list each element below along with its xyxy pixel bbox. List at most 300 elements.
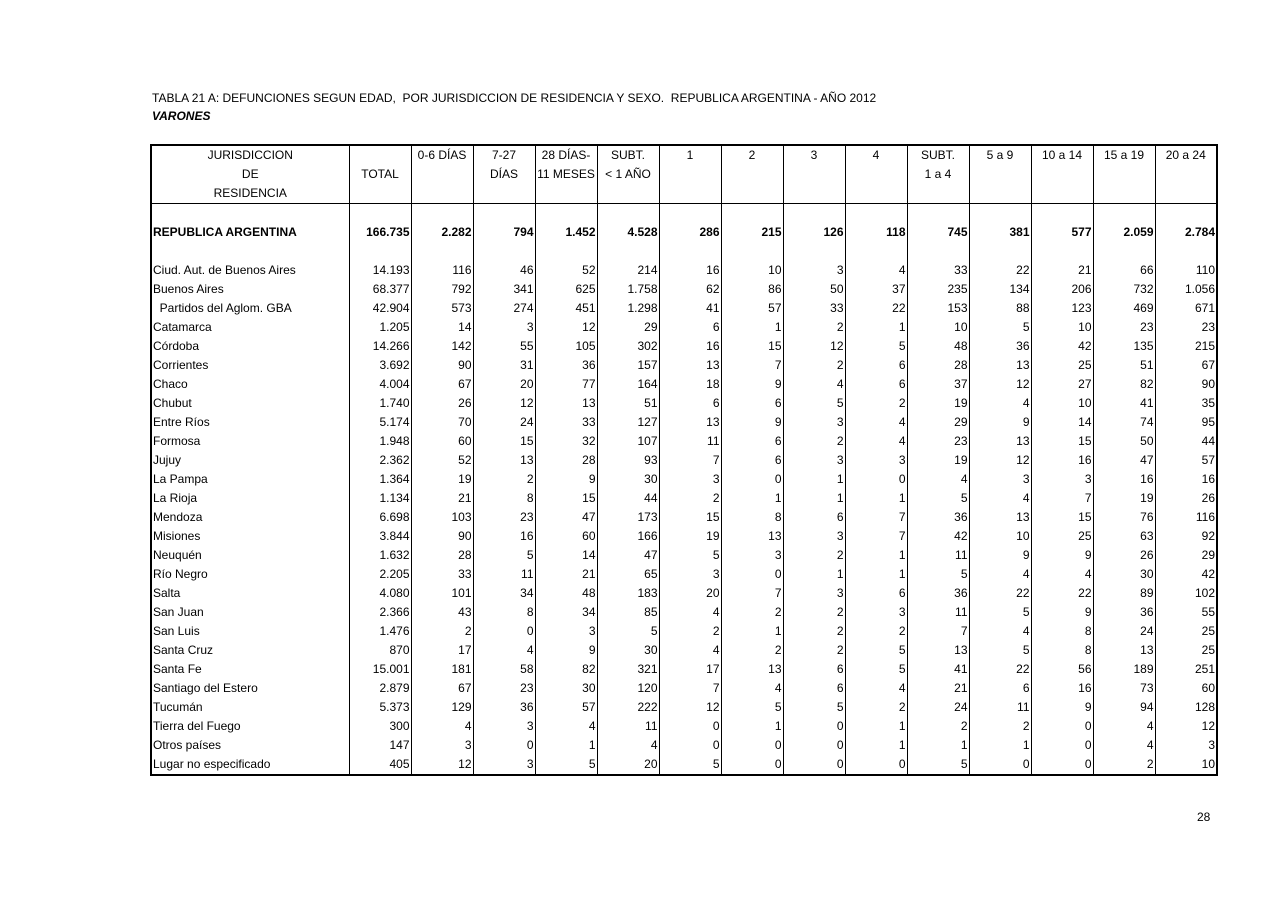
value-cell: 3 xyxy=(473,318,535,337)
value-cell: 62 xyxy=(659,280,721,299)
header-cell xyxy=(783,184,845,204)
value-cell: 19 xyxy=(907,394,969,413)
value-cell: 5 xyxy=(659,755,721,775)
value-cell: 7 xyxy=(845,527,907,546)
table-row xyxy=(151,717,1217,736)
value-cell: 6 xyxy=(845,356,907,375)
value-cell: 4 xyxy=(411,717,473,736)
value-cell: 1 xyxy=(907,736,969,755)
table-row xyxy=(151,280,1217,299)
value-cell: 4 xyxy=(535,717,597,736)
value-cell: 3 xyxy=(473,717,535,736)
value-cell: 6 xyxy=(659,318,721,337)
value-cell: 28 xyxy=(411,546,473,565)
value-cell: 116 xyxy=(1155,508,1217,527)
jurisdiction-name: Corrientes xyxy=(153,358,209,372)
value-cell: 3 xyxy=(659,470,721,489)
value-cell: 189 xyxy=(1093,660,1155,679)
value-cell: 29 xyxy=(1155,546,1217,565)
value-cell: 93 xyxy=(597,451,659,470)
header-cell xyxy=(1155,184,1217,204)
value-cell: 34 xyxy=(535,603,597,622)
value-cell: 0 xyxy=(783,736,845,755)
value-cell: 44 xyxy=(597,489,659,508)
value-cell: 30 xyxy=(597,641,659,660)
value-cell: 51 xyxy=(1093,356,1155,375)
value-cell: 5 xyxy=(783,698,845,717)
value-cell: 0 xyxy=(1031,736,1093,755)
value-cell: 63 xyxy=(1093,527,1155,546)
value-cell: 16 xyxy=(659,337,721,356)
value-cell: 1.364 xyxy=(349,470,411,489)
value-cell: 17 xyxy=(659,660,721,679)
value-cell: 34 xyxy=(473,584,535,603)
value-cell: 2 xyxy=(907,717,969,736)
header-jurisdiction-cell: DE xyxy=(241,167,259,181)
value-cell: 10 xyxy=(1031,394,1093,413)
value-cell: 0 xyxy=(721,755,783,775)
value-cell: 5.373 xyxy=(349,698,411,717)
spacer-cell xyxy=(907,204,969,224)
value-cell: 77 xyxy=(535,375,597,394)
value-cell: 20 xyxy=(473,375,535,394)
value-cell: 6 xyxy=(783,508,845,527)
value-cell: 17 xyxy=(411,641,473,660)
value-cell: 4 xyxy=(659,641,721,660)
value-cell: 11 xyxy=(969,698,1031,717)
table-row xyxy=(151,584,1217,603)
value-cell: 2 xyxy=(783,546,845,565)
value-cell: 0 xyxy=(783,717,845,736)
value-cell: 18 xyxy=(659,375,721,394)
value-cell: 7 xyxy=(1031,489,1093,508)
jurisdiction-name: Tucumán xyxy=(153,700,203,714)
value-cell: 4 xyxy=(845,679,907,698)
table-row xyxy=(151,660,1217,679)
value-cell: 60 xyxy=(1155,679,1217,698)
value-cell: 57 xyxy=(721,299,783,318)
header-cell: 10 a 14 xyxy=(1031,145,1093,165)
value-cell: 66 xyxy=(1093,261,1155,280)
header-cell xyxy=(1093,184,1155,204)
value-cell: 341 xyxy=(473,280,535,299)
value-cell: 50 xyxy=(1093,432,1155,451)
value-cell: 1.452 xyxy=(535,223,597,242)
jurisdiction-name: Partidos del Aglom. GBA xyxy=(153,301,292,315)
value-cell: 55 xyxy=(473,337,535,356)
value-cell: 11 xyxy=(473,565,535,584)
value-cell: 6 xyxy=(783,679,845,698)
value-cell: 13 xyxy=(1093,641,1155,660)
table-row xyxy=(151,508,1217,527)
value-cell: 166.735 xyxy=(349,223,411,242)
value-cell: 3 xyxy=(783,261,845,280)
spacer-cell xyxy=(349,242,411,261)
value-cell: 65 xyxy=(597,565,659,584)
value-cell: 5 xyxy=(907,565,969,584)
spacer-cell xyxy=(845,242,907,261)
value-cell: 58 xyxy=(473,660,535,679)
value-cell: 5 xyxy=(969,641,1031,660)
value-cell: 29 xyxy=(597,318,659,337)
value-cell: 10 xyxy=(721,261,783,280)
value-cell: 11 xyxy=(907,603,969,622)
header-cell: 15 a 19 xyxy=(1093,145,1155,165)
value-cell: 19 xyxy=(659,527,721,546)
spacer-cell xyxy=(907,242,969,261)
value-cell: 0 xyxy=(721,736,783,755)
header-cell xyxy=(783,165,845,184)
value-cell: 60 xyxy=(535,527,597,546)
header-cell: 1 xyxy=(659,145,721,165)
value-cell: 5 xyxy=(907,489,969,508)
total-row xyxy=(151,223,1217,242)
value-cell: 14.193 xyxy=(349,261,411,280)
jurisdiction-name: Santa Fe xyxy=(153,662,202,676)
value-cell: 251 xyxy=(1155,660,1217,679)
value-cell: 1 xyxy=(845,736,907,755)
value-cell: 2.784 xyxy=(1155,223,1217,242)
value-cell: 4 xyxy=(845,261,907,280)
header-cell xyxy=(969,165,1031,184)
value-cell: 5 xyxy=(969,318,1031,337)
value-cell: 6 xyxy=(721,451,783,470)
value-cell: 14 xyxy=(1031,413,1093,432)
value-cell: 9 xyxy=(535,470,597,489)
value-cell: 33 xyxy=(411,565,473,584)
value-cell: 4 xyxy=(783,375,845,394)
spacer-cell xyxy=(783,204,845,224)
value-cell: 13 xyxy=(721,527,783,546)
value-cell: 9 xyxy=(721,413,783,432)
header-cell xyxy=(411,184,473,204)
value-cell: 302 xyxy=(597,337,659,356)
value-cell: 22 xyxy=(1031,584,1093,603)
value-cell: 1 xyxy=(783,489,845,508)
value-cell: 164 xyxy=(597,375,659,394)
value-cell: 0 xyxy=(473,736,535,755)
value-cell: 9 xyxy=(721,375,783,394)
jurisdiction-name: Chubut xyxy=(153,396,192,410)
value-cell: 22 xyxy=(969,584,1031,603)
value-cell: 321 xyxy=(597,660,659,679)
value-cell: 2 xyxy=(845,698,907,717)
value-cell: 11 xyxy=(659,432,721,451)
value-cell: 6 xyxy=(845,584,907,603)
value-cell: 7 xyxy=(907,622,969,641)
value-cell: 27 xyxy=(1031,375,1093,394)
value-cell: 36 xyxy=(969,337,1031,356)
jurisdiction-name: San Luis xyxy=(153,624,200,638)
value-cell: 2 xyxy=(783,622,845,641)
value-cell: 107 xyxy=(597,432,659,451)
value-cell: 2 xyxy=(659,622,721,641)
value-cell: 36 xyxy=(907,584,969,603)
value-cell: 6 xyxy=(845,375,907,394)
spacer-cell xyxy=(151,242,349,261)
value-cell: 9 xyxy=(1031,603,1093,622)
value-cell: 14 xyxy=(535,546,597,565)
spacer-cell xyxy=(659,204,721,224)
value-cell: 21 xyxy=(535,565,597,584)
value-cell: 6 xyxy=(969,679,1031,698)
value-cell: 24 xyxy=(907,698,969,717)
value-cell: 1 xyxy=(845,717,907,736)
header-cell: 20 a 24 xyxy=(1155,145,1217,165)
value-cell: 36 xyxy=(1093,603,1155,622)
value-cell: 19 xyxy=(411,470,473,489)
jurisdiction-name: Catamarca xyxy=(153,320,212,334)
value-cell: 134 xyxy=(969,280,1031,299)
value-cell: 67 xyxy=(411,375,473,394)
value-cell: 102 xyxy=(1155,584,1217,603)
spacer-cell xyxy=(473,204,535,224)
value-cell: 30 xyxy=(597,470,659,489)
value-cell: 792 xyxy=(411,280,473,299)
value-cell: 181 xyxy=(411,660,473,679)
jurisdiction-name: Misiones xyxy=(153,529,201,543)
header-cell xyxy=(349,145,411,165)
jurisdiction-name: La Rioja xyxy=(153,491,198,505)
header-cell xyxy=(659,165,721,184)
value-cell: 2 xyxy=(659,489,721,508)
header-cell: 4 xyxy=(845,145,907,165)
value-cell: 870 xyxy=(349,641,411,660)
value-cell: 29 xyxy=(907,413,969,432)
table-row xyxy=(151,432,1217,451)
value-cell: 3 xyxy=(473,755,535,775)
header-cell: SUBT. xyxy=(907,145,969,165)
value-cell: 0 xyxy=(721,565,783,584)
value-cell: 5 xyxy=(845,337,907,356)
jurisdiction-name: REPUBLICA ARGENTINA xyxy=(153,225,297,239)
spacer-row xyxy=(151,204,1217,224)
value-cell: 25 xyxy=(1031,527,1093,546)
value-cell: 42 xyxy=(1155,565,1217,584)
value-cell: 5 xyxy=(845,641,907,660)
value-cell: 3 xyxy=(969,470,1031,489)
value-cell: 732 xyxy=(1093,280,1155,299)
value-cell: 794 xyxy=(473,223,535,242)
value-cell: 13 xyxy=(473,451,535,470)
value-cell: 105 xyxy=(535,337,597,356)
value-cell: 1 xyxy=(845,318,907,337)
header-cell xyxy=(845,165,907,184)
header-cell xyxy=(659,184,721,204)
value-cell: 3 xyxy=(783,527,845,546)
value-cell: 5 xyxy=(907,755,969,775)
value-cell: 101 xyxy=(411,584,473,603)
value-cell: 94 xyxy=(1093,698,1155,717)
value-cell: 1.298 xyxy=(597,299,659,318)
value-cell: 9 xyxy=(535,641,597,660)
value-cell: 625 xyxy=(535,280,597,299)
jurisdiction-name: Córdoba xyxy=(153,339,200,353)
value-cell: 7 xyxy=(721,584,783,603)
table-row xyxy=(151,299,1217,318)
jurisdiction-name: La Pampa xyxy=(153,472,208,486)
value-cell: 0 xyxy=(659,717,721,736)
table-row xyxy=(151,489,1217,508)
value-cell: 1.948 xyxy=(349,432,411,451)
deaths-table xyxy=(150,144,1218,776)
value-cell: 274 xyxy=(473,299,535,318)
value-cell: 2.282 xyxy=(411,223,473,242)
value-cell: 2 xyxy=(783,318,845,337)
value-cell: 1.476 xyxy=(349,622,411,641)
value-cell: 22 xyxy=(969,261,1031,280)
value-cell: 16 xyxy=(1031,451,1093,470)
value-cell: 1.205 xyxy=(349,318,411,337)
value-cell: 52 xyxy=(535,261,597,280)
value-cell: 118 xyxy=(845,223,907,242)
value-cell: 13 xyxy=(659,356,721,375)
value-cell: 116 xyxy=(411,261,473,280)
value-cell: 86 xyxy=(721,280,783,299)
header-cell xyxy=(1031,165,1093,184)
value-cell: 5 xyxy=(721,698,783,717)
jurisdiction-name: San Juan xyxy=(153,605,204,619)
table-row xyxy=(151,394,1217,413)
header-cell xyxy=(473,184,535,204)
table-row xyxy=(151,755,1217,775)
header-cell: TOTAL xyxy=(349,165,411,184)
value-cell: 573 xyxy=(411,299,473,318)
value-cell: 577 xyxy=(1031,223,1093,242)
table-row xyxy=(151,261,1217,280)
value-cell: 5 xyxy=(969,603,1031,622)
value-cell: 4.528 xyxy=(597,223,659,242)
value-cell: 12 xyxy=(411,755,473,775)
value-cell: 3.692 xyxy=(349,356,411,375)
value-cell: 16 xyxy=(1155,470,1217,489)
value-cell: 129 xyxy=(411,698,473,717)
value-cell: 5 xyxy=(845,660,907,679)
value-cell: 15 xyxy=(659,508,721,527)
value-cell: 0 xyxy=(1031,755,1093,775)
header-cell: SUBT. xyxy=(597,145,659,165)
value-cell: 4 xyxy=(659,603,721,622)
value-cell: 15 xyxy=(535,489,597,508)
spacer-cell xyxy=(473,242,535,261)
spacer-cell xyxy=(721,204,783,224)
value-cell: 1.056 xyxy=(1155,280,1217,299)
value-cell: 128 xyxy=(1155,698,1217,717)
value-cell: 1 xyxy=(721,717,783,736)
value-cell: 47 xyxy=(597,546,659,565)
value-cell: 5 xyxy=(659,546,721,565)
table-row xyxy=(151,527,1217,546)
spacer-cell xyxy=(845,204,907,224)
value-cell: 12 xyxy=(969,375,1031,394)
value-cell: 3 xyxy=(1155,736,1217,755)
value-cell: 110 xyxy=(1155,261,1217,280)
value-cell: 57 xyxy=(1155,451,1217,470)
value-cell: 15 xyxy=(1031,508,1093,527)
value-cell: 153 xyxy=(907,299,969,318)
header-cell: 5 a 9 xyxy=(969,145,1031,165)
value-cell: 48 xyxy=(535,584,597,603)
value-cell: 2 xyxy=(969,717,1031,736)
value-cell: 47 xyxy=(1093,451,1155,470)
value-cell: 8 xyxy=(1031,641,1093,660)
value-cell: 0 xyxy=(783,755,845,775)
value-cell: 3 xyxy=(535,622,597,641)
table-row xyxy=(151,546,1217,565)
value-cell: 12 xyxy=(969,451,1031,470)
value-cell: 55 xyxy=(1155,603,1217,622)
jurisdiction-name: Salta xyxy=(153,586,181,600)
table-row xyxy=(151,470,1217,489)
value-cell: 671 xyxy=(1155,299,1217,318)
value-cell: 9 xyxy=(969,413,1031,432)
value-cell: 67 xyxy=(1155,356,1217,375)
header-cell: 2 xyxy=(721,145,783,165)
value-cell: 1 xyxy=(845,565,907,584)
value-cell: 3 xyxy=(1031,470,1093,489)
value-cell: 103 xyxy=(411,508,473,527)
value-cell: 28 xyxy=(535,451,597,470)
header-jurisdiction-cell: JURISDICCION xyxy=(207,148,293,162)
value-cell: 26 xyxy=(1155,489,1217,508)
value-cell: 26 xyxy=(1093,546,1155,565)
value-cell: 15 xyxy=(721,337,783,356)
value-cell: 13 xyxy=(721,660,783,679)
value-cell: 2.879 xyxy=(349,679,411,698)
value-cell: 6.698 xyxy=(349,508,411,527)
value-cell: 42 xyxy=(1031,337,1093,356)
value-cell: 1 xyxy=(721,489,783,508)
jurisdiction-name: Tierra del Fuego xyxy=(153,719,241,733)
value-cell: 37 xyxy=(907,375,969,394)
header-cell: < 1 AÑO xyxy=(597,165,659,184)
value-cell: 183 xyxy=(597,584,659,603)
value-cell: 173 xyxy=(597,508,659,527)
value-cell: 4 xyxy=(969,565,1031,584)
value-cell: 1 xyxy=(535,736,597,755)
table-row xyxy=(151,603,1217,622)
spacer-cell xyxy=(535,204,597,224)
table-subtitle: VARONES xyxy=(152,109,211,123)
spacer-cell xyxy=(411,242,473,261)
value-cell: 4 xyxy=(969,394,1031,413)
value-cell: 90 xyxy=(411,356,473,375)
value-cell: 25 xyxy=(1155,622,1217,641)
jurisdiction-name: Mendoza xyxy=(153,510,203,524)
value-cell: 15 xyxy=(473,432,535,451)
value-cell: 5 xyxy=(535,755,597,775)
table-row xyxy=(151,413,1217,432)
value-cell: 381 xyxy=(969,223,1031,242)
jurisdiction-name: Entre Ríos xyxy=(153,415,210,429)
value-cell: 74 xyxy=(1093,413,1155,432)
spacer-cell xyxy=(411,204,473,224)
header-cell xyxy=(411,165,473,184)
value-cell: 13 xyxy=(907,641,969,660)
value-cell: 25 xyxy=(1031,356,1093,375)
spacer-cell xyxy=(535,242,597,261)
value-cell: 12 xyxy=(473,394,535,413)
value-cell: 215 xyxy=(1155,337,1217,356)
value-cell: 5 xyxy=(597,622,659,641)
value-cell: 4 xyxy=(845,413,907,432)
value-cell: 0 xyxy=(659,736,721,755)
value-cell: 68.377 xyxy=(349,280,411,299)
jurisdiction-name: Chaco xyxy=(153,377,188,391)
value-cell: 10 xyxy=(1155,755,1217,775)
value-cell: 451 xyxy=(535,299,597,318)
header-cell xyxy=(845,184,907,204)
